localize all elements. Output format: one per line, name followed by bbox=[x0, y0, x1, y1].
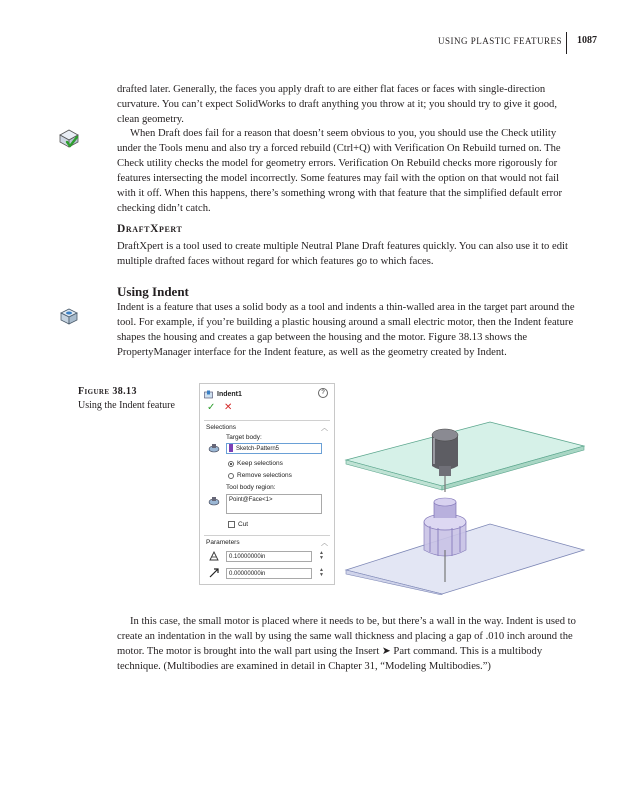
selections-group-label[interactable]: Selections bbox=[206, 424, 236, 431]
parameters-group-label[interactable]: Parameters bbox=[206, 539, 240, 546]
page-number: 1087 bbox=[577, 35, 597, 46]
paragraph-2: When Draft does fail for a reason that doesn’t seem obvious to you, you should use the Check utility under the Tools menu and also try a forced rebuild (Ctrl+Q) with Verification On Rebuild turned on. The Check utility checks the model for geometry errors. Verification On Rebuild checks more rigorously for features intersecting the model incorrectly. Some features may fail with the option on that would not fail with it off. When this happens, there’s something wrong with that feature that the simplified default error checking didn’t catch. bbox=[117, 128, 563, 214]
indent-property-manager bbox=[199, 383, 335, 585]
help-icon[interactable]: ? bbox=[318, 388, 328, 398]
tool-body-region-value: Point@Face<1> bbox=[229, 497, 273, 503]
cancel-button[interactable]: ✕ bbox=[224, 402, 233, 413]
pm-title: Indent1 bbox=[217, 390, 242, 398]
pm-header bbox=[204, 388, 242, 400]
keep-selections-radio[interactable] bbox=[228, 461, 234, 467]
selection-color-swatch bbox=[229, 444, 233, 452]
target-body-value: Sketch-Pattern5 bbox=[236, 446, 280, 452]
section-title: USING PLASTIC FEATURES bbox=[437, 36, 562, 46]
clearance-input[interactable] bbox=[226, 568, 312, 579]
tool-body-region-label: Tool body region: bbox=[226, 484, 276, 491]
heading-draftxpert: DraftXpert bbox=[117, 223, 183, 235]
ok-button[interactable]: ✓ bbox=[207, 402, 216, 413]
thickness-input[interactable] bbox=[226, 551, 312, 562]
figure-caption: Using the Indent feature bbox=[78, 400, 175, 411]
clearance-value: 0.00000000in bbox=[229, 571, 266, 577]
paragraph-5: In this case, the small motor is placed where it needs to be, but there’s a wall in the way. Indent is used to create an indentation in the wall by using the same wall thickness and placing a gap of .010 inch around the motor. The motor is brought into the wall part using the Insert ➤ Part command. This is a multibody technique. (Multibodies are examined in detail in Chapter 31, “Modeling Multibodies.”) bbox=[117, 616, 576, 672]
body-selection-icon bbox=[208, 442, 220, 454]
thickness-icon bbox=[208, 550, 220, 562]
clearance-stepper[interactable]: ▲ ▼ bbox=[319, 567, 324, 578]
clearance-icon bbox=[208, 567, 220, 579]
paragraph-1: drafted later. Generally, the faces you apply draft to are either flat faces or faces with single-direction curvature. You can’t expect SolidWorks to draft anything you throw at it; you should try to give it good, clean geometry. bbox=[117, 84, 558, 125]
indent-feature-icon bbox=[204, 390, 213, 399]
check-tool-icon bbox=[58, 127, 80, 149]
thickness-stepper[interactable]: ▲ ▼ bbox=[319, 550, 324, 561]
target-body-field[interactable] bbox=[226, 443, 322, 454]
indent-housing bbox=[424, 498, 466, 556]
indent-tool-icon bbox=[58, 305, 80, 327]
keep-selections-label[interactable]: Keep selections bbox=[237, 460, 283, 467]
tool-body-selection-icon bbox=[208, 495, 220, 507]
heading-using-indent: Using Indent bbox=[117, 284, 189, 299]
remove-selections-label[interactable]: Remove selections bbox=[237, 472, 292, 479]
paragraph-4: Indent is a feature that uses a solid body as a tool and indents a thin-walled area in the target part around the tool. For example, if you’re building a plastic housing around a small electric motor, then the Indent feature shapes the housing and creates a gap between the housing and the motor. Figure 38.13 shows the PropertyManager interface for the Indent feature, as well as the geometry created by Indent. bbox=[117, 302, 575, 358]
paragraph-3: DraftXpert is a tool used to create multiple Neutral Plane Draft features quickly. You can also use it to edit multiple drafted faces without regard for which features go to which faces. bbox=[117, 241, 568, 267]
divider bbox=[204, 535, 330, 536]
tool-body-region-field[interactable] bbox=[226, 494, 322, 514]
figure-number: Figure 38.13 bbox=[78, 386, 137, 397]
target-body-label: Target body: bbox=[226, 434, 262, 441]
indent-geometry-graphic bbox=[340, 400, 585, 595]
cut-label[interactable]: Cut bbox=[238, 521, 249, 528]
top-wall-plate bbox=[346, 422, 584, 490]
collapse-caret-icon[interactable]: ︿ bbox=[321, 425, 328, 432]
collapse-caret-icon[interactable]: ︿ bbox=[321, 540, 328, 547]
cut-checkbox[interactable] bbox=[228, 521, 235, 528]
divider bbox=[204, 420, 330, 421]
figure-caption-block bbox=[78, 385, 188, 413]
header-divider bbox=[566, 32, 567, 54]
thickness-value: 0.10000000in bbox=[229, 554, 266, 560]
remove-selections-radio[interactable] bbox=[228, 473, 234, 479]
running-header bbox=[0, 36, 636, 52]
